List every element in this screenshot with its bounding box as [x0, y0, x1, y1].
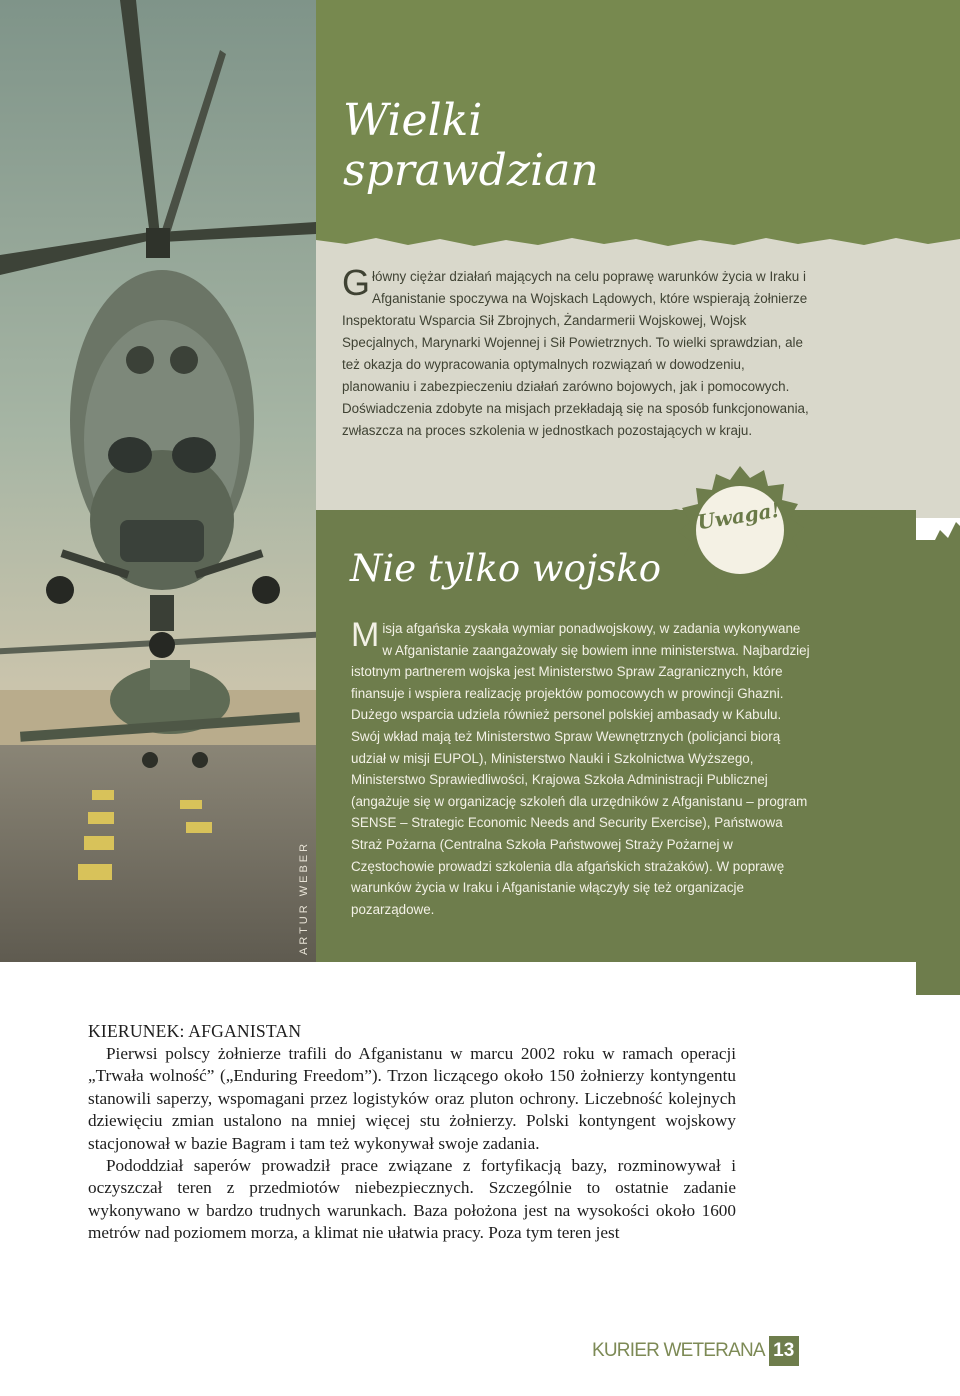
footer: [592, 1336, 799, 1366]
publication-name: KURIER WETERANA: [592, 1340, 765, 1361]
attention-badge-icon: [670, 460, 810, 600]
article: [88, 1020, 736, 1245]
badge-label: Uwaga!: [695, 497, 782, 535]
article-paragraph-2: Pododdział saperów prowadził prace związane z fortyfikacją bazy, rozminowywał i oczyszczał teren z przedmiotów niebezpiecznych. Szczególnie to ostatnie zadanie wykonywano w bardzo trudnych warunkach. Baza położona jest na wysokości około 1600 metrów nad poziomem morza, a klimat nie ułatwia pracy. Poza tym teren jest: [88, 1156, 736, 1243]
box-text: [351, 618, 811, 920]
article-heading: KIERUNEK: AFGANISTAN: [88, 1021, 302, 1041]
side-strip: [916, 540, 960, 995]
box-dropcap: M: [351, 616, 380, 654]
intro-text: [342, 262, 812, 442]
helicopter-illustration: [0, 0, 316, 962]
box-title: Nie tylko wojsko: [350, 547, 662, 590]
intro-paragraph: łówny ciężar działań mających na celu poprawę warunków życia w Iraku i Afganistanie spoczywa na Wojskach Lądowych, które wspierają żołnierze Inspektoratu Wsparcia Sił Zbrojnych, Żandarmerii Wojskowej, Wojsk Specjalnych, Marynarki Wojennej i Sił Powietrznych. To wielki sprawdzian, ale też okazja do wypracowania optymalnych rozwiązań w dowodzeniu, planowaniu i zabezpieczeniu działań zarówno bojowych, jak i pomocowych. Doświadczenia zdobyte na misjach przekładają się na sposób funkcjonowania, zwłaszcza na proces szkolenia w jednostkach pozostających w kraju.: [342, 269, 809, 438]
tarmac: [0, 745, 316, 962]
box-paragraph: isja afgańska zyskała wymiar ponadwojskowy, w zadania wykonywane w Afganistanie zaangażowały się bowiem inne ministerstwa. Najbardziej istotnym partnerem wojska jest Ministerstwo Spraw Zagranicznych, które finansuje i wspiera realizację projektów pomocowych w prowincji Ghazni. Dużego wsparcia udziela również personel polskiej ambasady w Kabulu. Swój wkład mają też Ministerstwo Spraw Wewnętrznych (policjanci biorą udział w misji EUPOL), Ministerstwo Nauki i Szkolnictwa Wyższego, Ministerstwo Sprawiedliwości, Krajowa Szkoła Administracji Publicznej (angażuje się w organizację szkoleń dla urzędników z Afganistanu – program SENSE – Strategic Economic Needs and Security Exercise), Państwowa Straż Pożarna (Centralna Szkoła Państwowej Straży Pożarnej w Częstochowie prowadzi szkolenia dla afgańskich strażaków). W poprawę warunków życia w Iraku i Afganistanie włączyły się też organizacje pozarządowe.: [351, 621, 810, 917]
photo-credit-text: ARTUR WEBER: [298, 840, 310, 955]
page-title: [343, 96, 643, 196]
title-line-1: Wielki: [343, 95, 483, 146]
info-box-torn-edge: [316, 506, 916, 536]
article-paragraph-1: Pierwsi polscy żołnierze trafili do Afganistanu w marcu 2002 roku w ramach operacji „Trwała wolność” („Enduring Freedom”). Trzon liczącego około 150 żołnierzy kontyngentu stanowili saperzy, wspomagani przez logistyków oraz pluton ochrony. Liczebność kolejnych dziewięciu zmian ustalono na mniej więcej stu żołnierzy. Polski kontyngent wojskowy stacjonował w bazie Bagram i tam też wykonywał swoje zadania.: [88, 1044, 736, 1153]
intro-dropcap: G: [342, 262, 371, 303]
title-line-2: sprawdzian: [343, 145, 599, 196]
helicopter-photo: [0, 0, 316, 962]
photo-credit: [286, 835, 316, 955]
side-strip-torn-edge: [916, 516, 960, 556]
page-number: 13: [769, 1336, 799, 1366]
